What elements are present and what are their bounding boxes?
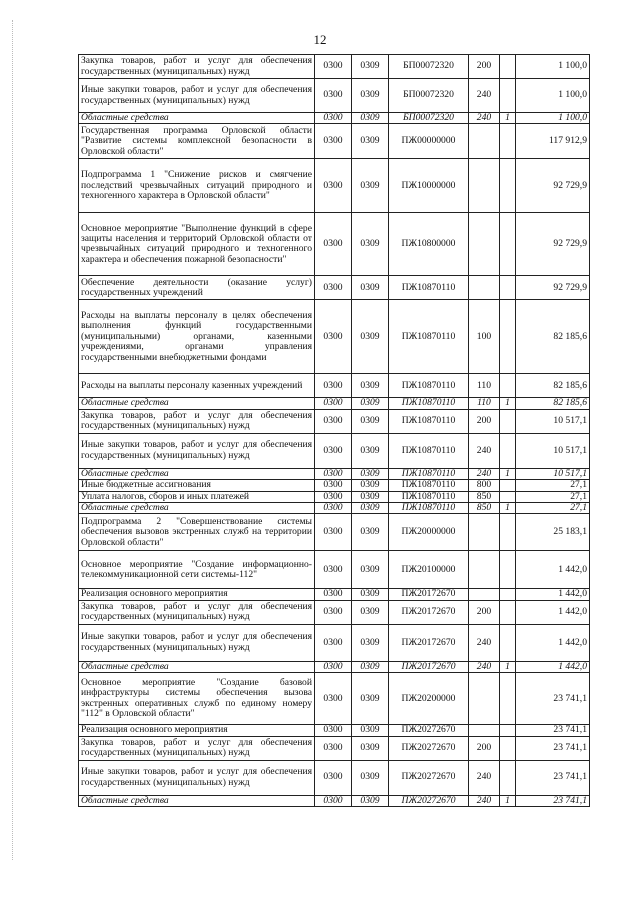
row-funding-source — [500, 213, 516, 276]
row-expense-type: 240 — [469, 468, 500, 479]
row-funding-source — [500, 300, 516, 374]
row-subsection-code: 0309 — [352, 673, 389, 725]
row-name: Подпрограмма 1 "Снижение рисков и смягчение последствий чрезвычайных ситуаций природного и техногенного характера в Орловской области" — [79, 159, 315, 213]
row-section-code: 0300 — [315, 159, 352, 213]
row-target-article: ПЖ20272670 — [389, 736, 469, 760]
row-amount: 25 183,1 — [516, 514, 590, 551]
row-section-code: 0300 — [315, 725, 352, 736]
row-funding-source — [500, 736, 516, 760]
row-name: Областные средства — [79, 661, 315, 672]
table-row — [79, 79, 590, 113]
row-funding-source: 1 — [500, 468, 516, 479]
row-section-code: 0300 — [315, 113, 352, 124]
row-section-code: 0300 — [315, 300, 352, 374]
row-amount: 82 185,6 — [516, 374, 590, 398]
row-amount: 92 729,9 — [516, 276, 590, 300]
row-funding-source — [500, 124, 516, 159]
row-target-article: ПЖ20000000 — [389, 514, 469, 551]
row-subsection-code: 0309 — [352, 600, 389, 624]
row-target-article: ПЖ20172670 — [389, 624, 469, 661]
table-row — [79, 673, 590, 725]
row-subsection-code: 0309 — [352, 124, 389, 159]
table-row — [79, 661, 590, 672]
row-amount: 92 729,9 — [516, 213, 590, 276]
row-expense-type: 200 — [469, 600, 500, 624]
budget-table — [78, 54, 590, 807]
row-amount: 1 100,0 — [516, 79, 590, 113]
row-amount: 10 517,1 — [516, 409, 590, 433]
row-funding-source — [500, 433, 516, 468]
row-subsection-code: 0309 — [352, 624, 389, 661]
row-expense-type: 200 — [469, 736, 500, 760]
row-subsection-code: 0309 — [352, 433, 389, 468]
row-name: Реализация основного мероприятия — [79, 589, 315, 600]
row-amount: 27,1 — [516, 503, 590, 514]
row-target-article: ПЖ10870110 — [389, 433, 469, 468]
row-name: Государственная программа Орловской области "Развитие системы комплексной безопасности в Орловской области" — [79, 124, 315, 159]
row-name: Обеспечение деятельности (оказание услуг) государственных учреждений — [79, 276, 315, 300]
row-expense-type: 240 — [469, 79, 500, 113]
row-amount: 23 741,1 — [516, 673, 590, 725]
row-target-article: ПЖ10870110 — [389, 491, 469, 502]
row-target-article: ПЖ10870110 — [389, 300, 469, 374]
table-row — [79, 374, 590, 398]
row-subsection-code: 0309 — [352, 398, 389, 409]
row-target-article: ПЖ10870110 — [389, 398, 469, 409]
table-row — [79, 491, 590, 502]
row-section-code: 0300 — [315, 468, 352, 479]
table-row — [79, 433, 590, 468]
row-funding-source — [500, 159, 516, 213]
row-subsection-code: 0309 — [352, 300, 389, 374]
row-section-code: 0300 — [315, 374, 352, 398]
row-funding-source — [500, 79, 516, 113]
row-section-code: 0300 — [315, 398, 352, 409]
row-name: Иные закупки товаров, работ и услуг для обеспечения государственных (муниципальных) нужд — [79, 433, 315, 468]
table-row — [79, 398, 590, 409]
table-row — [79, 55, 590, 79]
row-target-article: ПЖ10870110 — [389, 276, 469, 300]
row-expense-type: 850 — [469, 491, 500, 502]
row-section-code: 0300 — [315, 661, 352, 672]
row-expense-type: 850 — [469, 503, 500, 514]
row-amount: 1 100,0 — [516, 113, 590, 124]
row-funding-source — [500, 673, 516, 725]
row-subsection-code: 0309 — [352, 503, 389, 514]
row-target-article: ПЖ20272670 — [389, 760, 469, 795]
row-funding-source — [500, 514, 516, 551]
row-subsection-code: 0309 — [352, 276, 389, 300]
row-expense-type: 110 — [469, 374, 500, 398]
row-section-code: 0300 — [315, 514, 352, 551]
row-funding-source — [500, 624, 516, 661]
row-section-code: 0300 — [315, 760, 352, 795]
row-name: Уплата налогов, сборов и иных платежей — [79, 491, 315, 502]
row-name: Областные средства — [79, 113, 315, 124]
row-funding-source — [500, 374, 516, 398]
row-expense-type: 100 — [469, 300, 500, 374]
row-amount: 1 442,0 — [516, 661, 590, 672]
row-amount: 23 741,1 — [516, 725, 590, 736]
row-subsection-code: 0309 — [352, 480, 389, 491]
row-expense-type: 200 — [469, 55, 500, 79]
row-subsection-code: 0309 — [352, 113, 389, 124]
row-funding-source — [500, 551, 516, 589]
row-amount: 1 442,0 — [516, 624, 590, 661]
row-target-article: ПЖ00000000 — [389, 124, 469, 159]
row-target-article: БП00072320 — [389, 79, 469, 113]
row-subsection-code: 0309 — [352, 795, 389, 806]
row-subsection-code: 0309 — [352, 736, 389, 760]
table-row — [79, 468, 590, 479]
row-target-article: ПЖ10870110 — [389, 374, 469, 398]
row-subsection-code: 0309 — [352, 213, 389, 276]
row-name: Иные бюджетные ассигнования — [79, 480, 315, 491]
row-expense-type: 240 — [469, 795, 500, 806]
table-row — [79, 795, 590, 806]
table-row — [79, 551, 590, 589]
row-funding-source: 1 — [500, 113, 516, 124]
row-target-article: ПЖ20172670 — [389, 589, 469, 600]
row-amount: 27,1 — [516, 480, 590, 491]
row-subsection-code: 0309 — [352, 589, 389, 600]
row-name: Закупка товаров, работ и услуг для обеспечения государственных (муниципальных) нужд — [79, 409, 315, 433]
row-subsection-code: 0309 — [352, 79, 389, 113]
row-amount: 1 442,0 — [516, 551, 590, 589]
row-name: Подпрограмма 2 "Совершенствование системы обеспечения вызовов экстренных служб на территории Орловской области" — [79, 514, 315, 551]
row-expense-type — [469, 551, 500, 589]
row-amount: 1 442,0 — [516, 600, 590, 624]
row-section-code: 0300 — [315, 503, 352, 514]
row-funding-source — [500, 589, 516, 600]
row-funding-source: 1 — [500, 398, 516, 409]
row-amount: 82 185,6 — [516, 300, 590, 374]
row-expense-type: 240 — [469, 113, 500, 124]
row-funding-source: 1 — [500, 661, 516, 672]
table-row — [79, 600, 590, 624]
row-expense-type: 200 — [469, 409, 500, 433]
row-expense-type: 240 — [469, 624, 500, 661]
table-row — [79, 276, 590, 300]
row-name: Областные средства — [79, 468, 315, 479]
row-target-article: ПЖ20272670 — [389, 725, 469, 736]
row-name: Областные средства — [79, 795, 315, 806]
table-row — [79, 113, 590, 124]
row-name: Основное мероприятие "Создание базовой инфраструктуры системы обеспечения вызова экстренных оперативных служб по единому номеру "112" в Орловской области" — [79, 673, 315, 725]
table-row — [79, 480, 590, 491]
row-subsection-code: 0309 — [352, 725, 389, 736]
row-target-article: ПЖ10870110 — [389, 468, 469, 479]
row-funding-source — [500, 276, 516, 300]
row-expense-type — [469, 673, 500, 725]
row-section-code: 0300 — [315, 736, 352, 760]
row-section-code: 0300 — [315, 600, 352, 624]
row-subsection-code: 0309 — [352, 374, 389, 398]
row-name: Основное мероприятие "Создание информационно-телекоммуникационной сети системы-112" — [79, 551, 315, 589]
row-amount: 10 517,1 — [516, 468, 590, 479]
row-name: Иные закупки товаров, работ и услуг для обеспечения государственных (муниципальных) нужд — [79, 79, 315, 113]
table-row — [79, 159, 590, 213]
table-row — [79, 124, 590, 159]
row-funding-source — [500, 409, 516, 433]
row-target-article: ПЖ20100000 — [389, 551, 469, 589]
row-section-code: 0300 — [315, 433, 352, 468]
row-section-code: 0300 — [315, 491, 352, 502]
row-target-article: БП00072320 — [389, 113, 469, 124]
row-expense-type — [469, 124, 500, 159]
row-subsection-code: 0309 — [352, 409, 389, 433]
table-row — [79, 300, 590, 374]
row-name: Областные средства — [79, 503, 315, 514]
row-name: Закупка товаров, работ и услуг для обеспечения государственных (муниципальных) нужд — [79, 736, 315, 760]
table-row — [79, 409, 590, 433]
row-name: Закупка товаров, работ и услуг для обеспечения государственных (муниципальных) нужд — [79, 55, 315, 79]
row-funding-source — [500, 600, 516, 624]
row-funding-source — [500, 725, 516, 736]
table-row — [79, 213, 590, 276]
row-target-article: ПЖ20200000 — [389, 673, 469, 725]
row-amount: 1 442,0 — [516, 589, 590, 600]
row-subsection-code: 0309 — [352, 514, 389, 551]
row-expense-type: 800 — [469, 480, 500, 491]
row-amount: 23 741,1 — [516, 736, 590, 760]
row-section-code: 0300 — [315, 124, 352, 159]
row-expense-type: 240 — [469, 433, 500, 468]
row-subsection-code: 0309 — [352, 551, 389, 589]
row-section-code: 0300 — [315, 79, 352, 113]
row-amount: 23 741,1 — [516, 760, 590, 795]
table-row — [79, 624, 590, 661]
row-amount: 92 729,9 — [516, 159, 590, 213]
row-section-code: 0300 — [315, 795, 352, 806]
table-row — [79, 736, 590, 760]
row-name: Иные закупки товаров, работ и услуг для обеспечения государственных (муниципальных) нужд — [79, 624, 315, 661]
row-name: Основное мероприятие "Выполнение функций в сфере защиты населения и территорий Орловской области от чрезвычайных ситуаций природного и техногенного характера и обеспечения пожарной безопасности" — [79, 213, 315, 276]
row-amount: 27,1 — [516, 491, 590, 502]
row-expense-type — [469, 589, 500, 600]
row-section-code: 0300 — [315, 624, 352, 661]
row-name: Расходы на выплаты персоналу казенных учреждений — [79, 374, 315, 398]
row-subsection-code: 0309 — [352, 159, 389, 213]
row-name: Закупка товаров, работ и услуг для обеспечения государственных (муниципальных) нужд — [79, 600, 315, 624]
row-target-article: ПЖ10870110 — [389, 480, 469, 491]
row-funding-source: 1 — [500, 795, 516, 806]
row-amount: 1 100,0 — [516, 55, 590, 79]
row-target-article: ПЖ20172670 — [389, 661, 469, 672]
row-subsection-code: 0309 — [352, 661, 389, 672]
table-row — [79, 514, 590, 551]
row-section-code: 0300 — [315, 213, 352, 276]
row-amount: 117 912,9 — [516, 124, 590, 159]
row-name: Расходы на выплаты персоналу в целях обеспечения выполнения функций государственными (муниципальными) органами, казенными учреждениями, органами управления государственными внебюджетными фондами — [79, 300, 315, 374]
row-subsection-code: 0309 — [352, 760, 389, 795]
row-amount: 23 741,1 — [516, 795, 590, 806]
row-expense-type — [469, 213, 500, 276]
row-name: Реализация основного мероприятия — [79, 725, 315, 736]
row-target-article: ПЖ10800000 — [389, 213, 469, 276]
row-expense-type — [469, 725, 500, 736]
row-amount: 10 517,1 — [516, 433, 590, 468]
budget-table-body — [79, 55, 590, 807]
row-target-article: ПЖ10000000 — [389, 159, 469, 213]
scan-margin-line — [12, 20, 13, 860]
row-section-code: 0300 — [315, 276, 352, 300]
row-section-code: 0300 — [315, 589, 352, 600]
page-number: 12 — [313, 32, 327, 47]
row-target-article: ПЖ10870110 — [389, 503, 469, 514]
row-amount: 82 185,6 — [516, 398, 590, 409]
row-expense-type — [469, 159, 500, 213]
table-row — [79, 589, 590, 600]
table-row — [79, 760, 590, 795]
row-subsection-code: 0309 — [352, 491, 389, 502]
table-row — [79, 503, 590, 514]
row-section-code: 0300 — [315, 409, 352, 433]
row-section-code: 0300 — [315, 55, 352, 79]
row-name: Областные средства — [79, 398, 315, 409]
row-target-article: ПЖ20172670 — [389, 600, 469, 624]
row-target-article: ПЖ20272670 — [389, 795, 469, 806]
row-expense-type — [469, 514, 500, 551]
row-name: Иные закупки товаров, работ и услуг для обеспечения государственных (муниципальных) нужд — [79, 760, 315, 795]
row-funding-source — [500, 491, 516, 502]
row-section-code: 0300 — [315, 480, 352, 491]
row-expense-type: 240 — [469, 760, 500, 795]
row-target-article: БП00072320 — [389, 55, 469, 79]
row-section-code: 0300 — [315, 673, 352, 725]
row-expense-type: 110 — [469, 398, 500, 409]
row-expense-type: 240 — [469, 661, 500, 672]
row-funding-source: 1 — [500, 503, 516, 514]
row-subsection-code: 0309 — [352, 55, 389, 79]
row-funding-source — [500, 480, 516, 491]
row-funding-source — [500, 760, 516, 795]
row-funding-source — [500, 55, 516, 79]
row-subsection-code: 0309 — [352, 468, 389, 479]
row-expense-type — [469, 276, 500, 300]
table-row — [79, 725, 590, 736]
row-target-article: ПЖ10870110 — [389, 409, 469, 433]
row-section-code: 0300 — [315, 551, 352, 589]
